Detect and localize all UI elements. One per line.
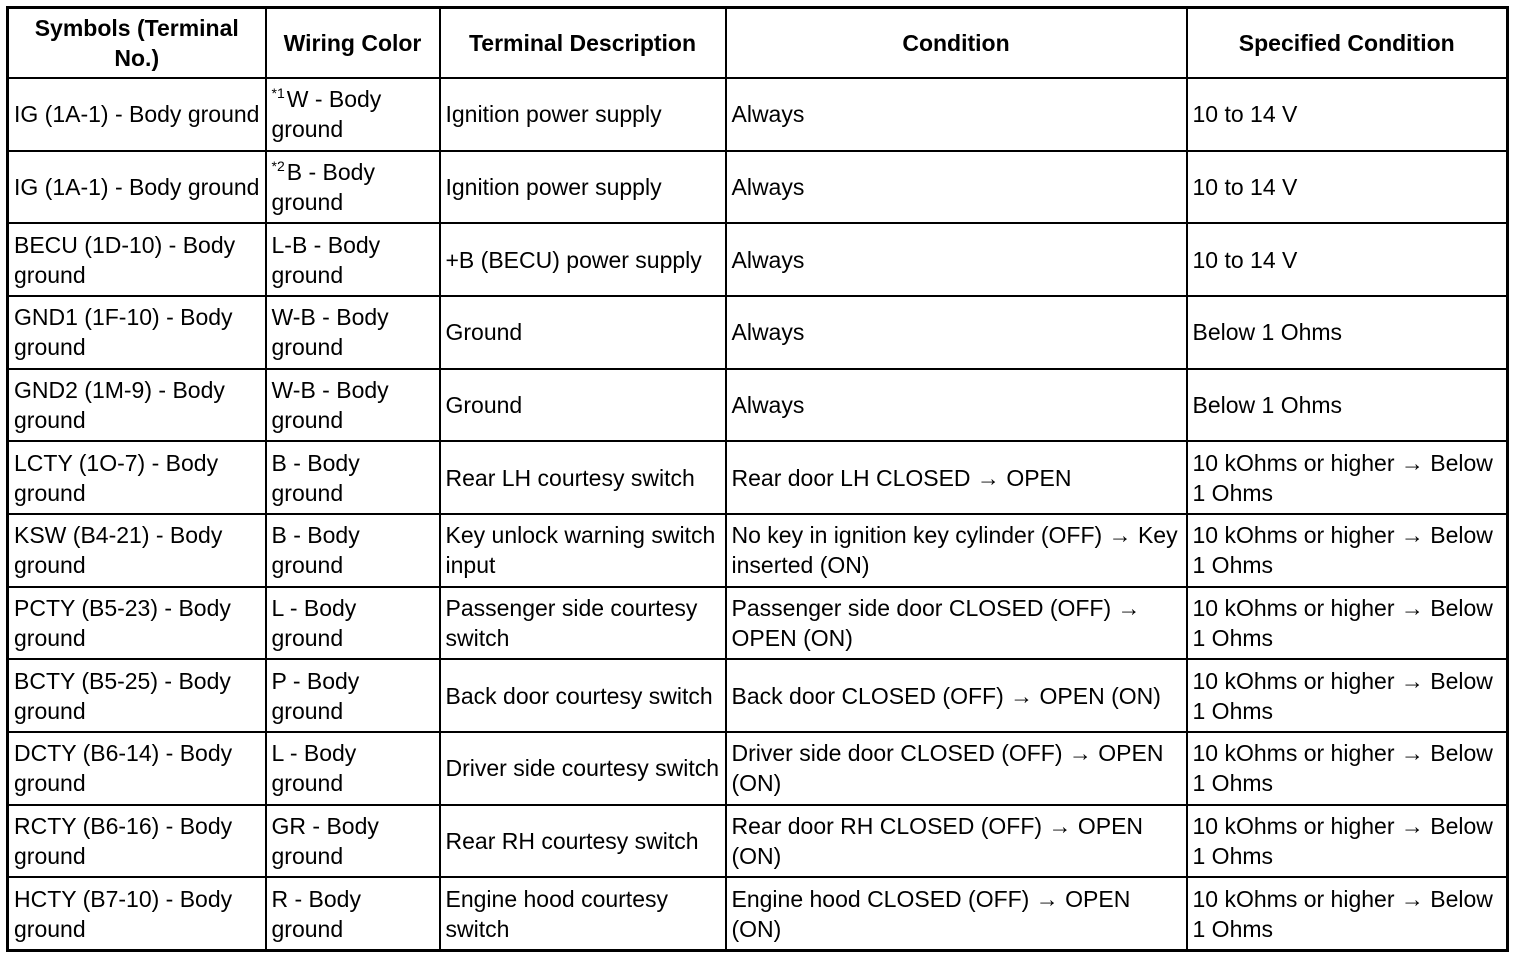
description-cell-text: Driver side courtesy switch: [445, 755, 720, 782]
specified-condition-cell-text: 10 kOhms or higher → Below 1 Ohms: [1192, 740, 1493, 797]
symbol-cell-text: RCTY (B6-16) - Body ground: [14, 812, 233, 869]
wiring-color-cell-text: W-B - Body ground: [271, 376, 389, 433]
description-cell-text: Ignition power supply: [445, 173, 662, 200]
description-cell: [440, 223, 726, 296]
condition-cell: [726, 296, 1187, 369]
wiring-color-cell: [266, 587, 440, 660]
wiring-color-cell-text: W - Body ground: [271, 86, 382, 143]
table-body: [8, 78, 1508, 951]
symbol-cell-text: IG (1A-1) - Body ground: [14, 173, 260, 200]
wiring-color-cell: [266, 514, 440, 587]
symbol-cell-text: KSW (B4-21) - Body ground: [14, 522, 223, 579]
description-cell-text: Key unlock warning switch input: [445, 522, 716, 579]
specified-condition-cell-text: 10 to 14 V: [1192, 173, 1298, 200]
description-cell-text: Ground: [445, 391, 523, 418]
description-cell: [440, 78, 726, 151]
footnote-marker: *1: [271, 85, 285, 102]
condition-cell: [726, 514, 1187, 587]
table-row: [8, 296, 1508, 369]
symbol-cell: [8, 369, 266, 442]
specified-condition-cell: [1187, 223, 1508, 296]
table-row: [8, 369, 1508, 442]
wiring-color-cell: [266, 78, 440, 151]
condition-cell-text: Always: [731, 173, 805, 200]
condition-cell-text: Always: [731, 246, 805, 273]
specified-condition-cell: [1187, 369, 1508, 442]
wiring-color-cell: [266, 805, 440, 878]
specified-condition-cell: [1187, 296, 1508, 369]
header-condition: Condition: [726, 8, 1187, 79]
symbol-cell-text: BECU (1D-10) - Body ground: [14, 231, 236, 288]
specified-condition-cell: [1187, 151, 1508, 224]
table-row: [8, 877, 1508, 950]
wiring-color-cell-text: B - Body ground: [271, 158, 375, 215]
symbol-cell-text: DCTY (B6-14) - Body ground: [14, 740, 233, 797]
description-cell-text: Engine hood courtesy switch: [445, 885, 668, 942]
specified-condition-cell: [1187, 441, 1508, 514]
symbol-cell-text: LCTY (1O-7) - Body ground: [14, 449, 219, 506]
table-row: [8, 78, 1508, 151]
specified-condition-cell-text: Below 1 Ohms: [1192, 391, 1343, 418]
header-specified-condition: Specified Condition: [1187, 8, 1508, 79]
specified-condition-cell: [1187, 514, 1508, 587]
condition-cell: [726, 877, 1187, 950]
symbol-cell: [8, 805, 266, 878]
wiring-color-cell-text: L - Body ground: [271, 740, 357, 797]
symbol-cell: [8, 296, 266, 369]
description-cell-text: Passenger side courtesy switch: [445, 594, 698, 651]
condition-cell: [726, 369, 1187, 442]
table-row: [8, 587, 1508, 660]
condition-cell-text: Back door CLOSED (OFF) → OPEN (ON): [731, 682, 1161, 709]
description-cell-text: Ground: [445, 319, 523, 346]
symbol-cell: [8, 877, 266, 950]
condition-cell: [726, 659, 1187, 732]
terminal-table: [6, 6, 1509, 952]
description-cell-text: Rear RH courtesy switch: [445, 827, 699, 854]
specified-condition-cell-text: 10 kOhms or higher → Below 1 Ohms: [1192, 885, 1493, 942]
header-terminal-description: Terminal Description: [440, 8, 726, 79]
specified-condition-cell: [1187, 877, 1508, 950]
condition-cell-text: Always: [731, 391, 805, 418]
symbol-cell-text: GND1 (1F-10) - Body ground: [14, 304, 233, 361]
symbol-cell: [8, 78, 266, 151]
wiring-color-cell-text: P - Body ground: [271, 667, 360, 724]
specified-condition-cell-text: 10 kOhms or higher → Below 1 Ohms: [1192, 812, 1493, 869]
symbol-cell: [8, 223, 266, 296]
header-row: [8, 8, 1508, 79]
specified-condition-cell: [1187, 805, 1508, 878]
symbol-cell: [8, 659, 266, 732]
condition-cell: [726, 441, 1187, 514]
specified-condition-cell-text: Below 1 Ohms: [1192, 319, 1343, 346]
table-row: [8, 514, 1508, 587]
wiring-color-cell: [266, 223, 440, 296]
table-row: [8, 151, 1508, 224]
wiring-color-cell-text: L-B - Body ground: [271, 231, 381, 288]
condition-cell-text: Driver side door CLOSED (OFF) → OPEN (ON): [731, 740, 1164, 797]
description-cell: [440, 877, 726, 950]
wiring-color-cell: [266, 441, 440, 514]
condition-cell: [726, 587, 1187, 660]
wiring-color-cell: [266, 151, 440, 224]
symbol-cell: [8, 514, 266, 587]
table-row: [8, 223, 1508, 296]
specified-condition-cell: [1187, 78, 1508, 151]
description-cell-text: Rear LH courtesy switch: [445, 464, 695, 491]
specified-condition-cell-text: 10 kOhms or higher → Below 1 Ohms: [1192, 594, 1493, 651]
description-cell: [440, 805, 726, 878]
description-cell: [440, 151, 726, 224]
wiring-color-cell-text: B - Body ground: [271, 449, 360, 506]
condition-cell-text: Engine hood CLOSED (OFF) → OPEN (ON): [731, 885, 1131, 942]
table-row: [8, 441, 1508, 514]
symbol-cell-text: GND2 (1M-9) - Body ground: [14, 376, 225, 433]
wiring-color-cell-text: L - Body ground: [271, 594, 357, 651]
specified-condition-cell-text: 10 to 14 V: [1192, 246, 1298, 273]
header-symbols: Symbols (Terminal No.): [8, 8, 266, 79]
table-row: [8, 732, 1508, 805]
symbol-cell: [8, 441, 266, 514]
symbol-cell-text: IG (1A-1) - Body ground: [14, 101, 260, 128]
condition-cell: [726, 732, 1187, 805]
wiring-color-cell: [266, 296, 440, 369]
wiring-color-cell-text: GR - Body ground: [271, 812, 379, 869]
wiring-color-cell: [266, 732, 440, 805]
table-row: [8, 659, 1508, 732]
condition-cell: [726, 78, 1187, 151]
wiring-color-cell-text: R - Body ground: [271, 885, 361, 942]
specified-condition-cell-text: 10 kOhms or higher → Below 1 Ohms: [1192, 522, 1493, 579]
wiring-color-cell: [266, 659, 440, 732]
specified-condition-cell: [1187, 732, 1508, 805]
symbol-cell: [8, 151, 266, 224]
symbol-cell-text: HCTY (B7-10) - Body ground: [14, 885, 233, 942]
specified-condition-cell-text: 10 to 14 V: [1192, 101, 1298, 128]
description-cell: [440, 296, 726, 369]
specified-condition-cell-text: 10 kOhms or higher → Below 1 Ohms: [1192, 449, 1493, 506]
condition-cell: [726, 805, 1187, 878]
condition-cell-text: Rear door LH CLOSED → OPEN: [731, 464, 1072, 491]
description-cell-text: Back door courtesy switch: [445, 682, 713, 709]
wiring-color-cell-text: W-B - Body ground: [271, 304, 389, 361]
description-cell-text: Ignition power supply: [445, 101, 662, 128]
condition-cell: [726, 223, 1187, 296]
description-cell: [440, 369, 726, 442]
specified-condition-cell: [1187, 587, 1508, 660]
table-row: [8, 805, 1508, 878]
wiring-color-cell-text: B - Body ground: [271, 522, 360, 579]
condition-cell-text: Passenger side door CLOSED (OFF) → OPEN (ON): [731, 594, 1141, 651]
symbol-cell: [8, 732, 266, 805]
header-wiring-color: Wiring Color: [266, 8, 440, 79]
specified-condition-cell-text: 10 kOhms or higher → Below 1 Ohms: [1192, 667, 1493, 724]
description-cell: [440, 587, 726, 660]
description-cell: [440, 441, 726, 514]
symbol-cell-text: PCTY (B5-23) - Body ground: [14, 594, 231, 651]
symbol-cell: [8, 587, 266, 660]
wiring-color-cell: [266, 877, 440, 950]
description-cell: [440, 659, 726, 732]
condition-cell-text: Always: [731, 101, 805, 128]
description-cell-text: +B (BECU) power supply: [445, 246, 702, 273]
condition-cell-text: Always: [731, 319, 805, 346]
specified-condition-cell: [1187, 659, 1508, 732]
condition-cell-text: Rear door RH CLOSED (OFF) → OPEN (ON): [731, 812, 1144, 869]
description-cell: [440, 732, 726, 805]
description-cell: [440, 514, 726, 587]
footnote-marker: *2: [271, 157, 285, 174]
condition-cell-text: No key in ignition key cylinder (OFF) → Key inserted (ON): [731, 522, 1178, 579]
symbol-cell-text: BCTY (B5-25) - Body ground: [14, 667, 231, 724]
wiring-color-cell: [266, 369, 440, 442]
condition-cell: [726, 151, 1187, 224]
